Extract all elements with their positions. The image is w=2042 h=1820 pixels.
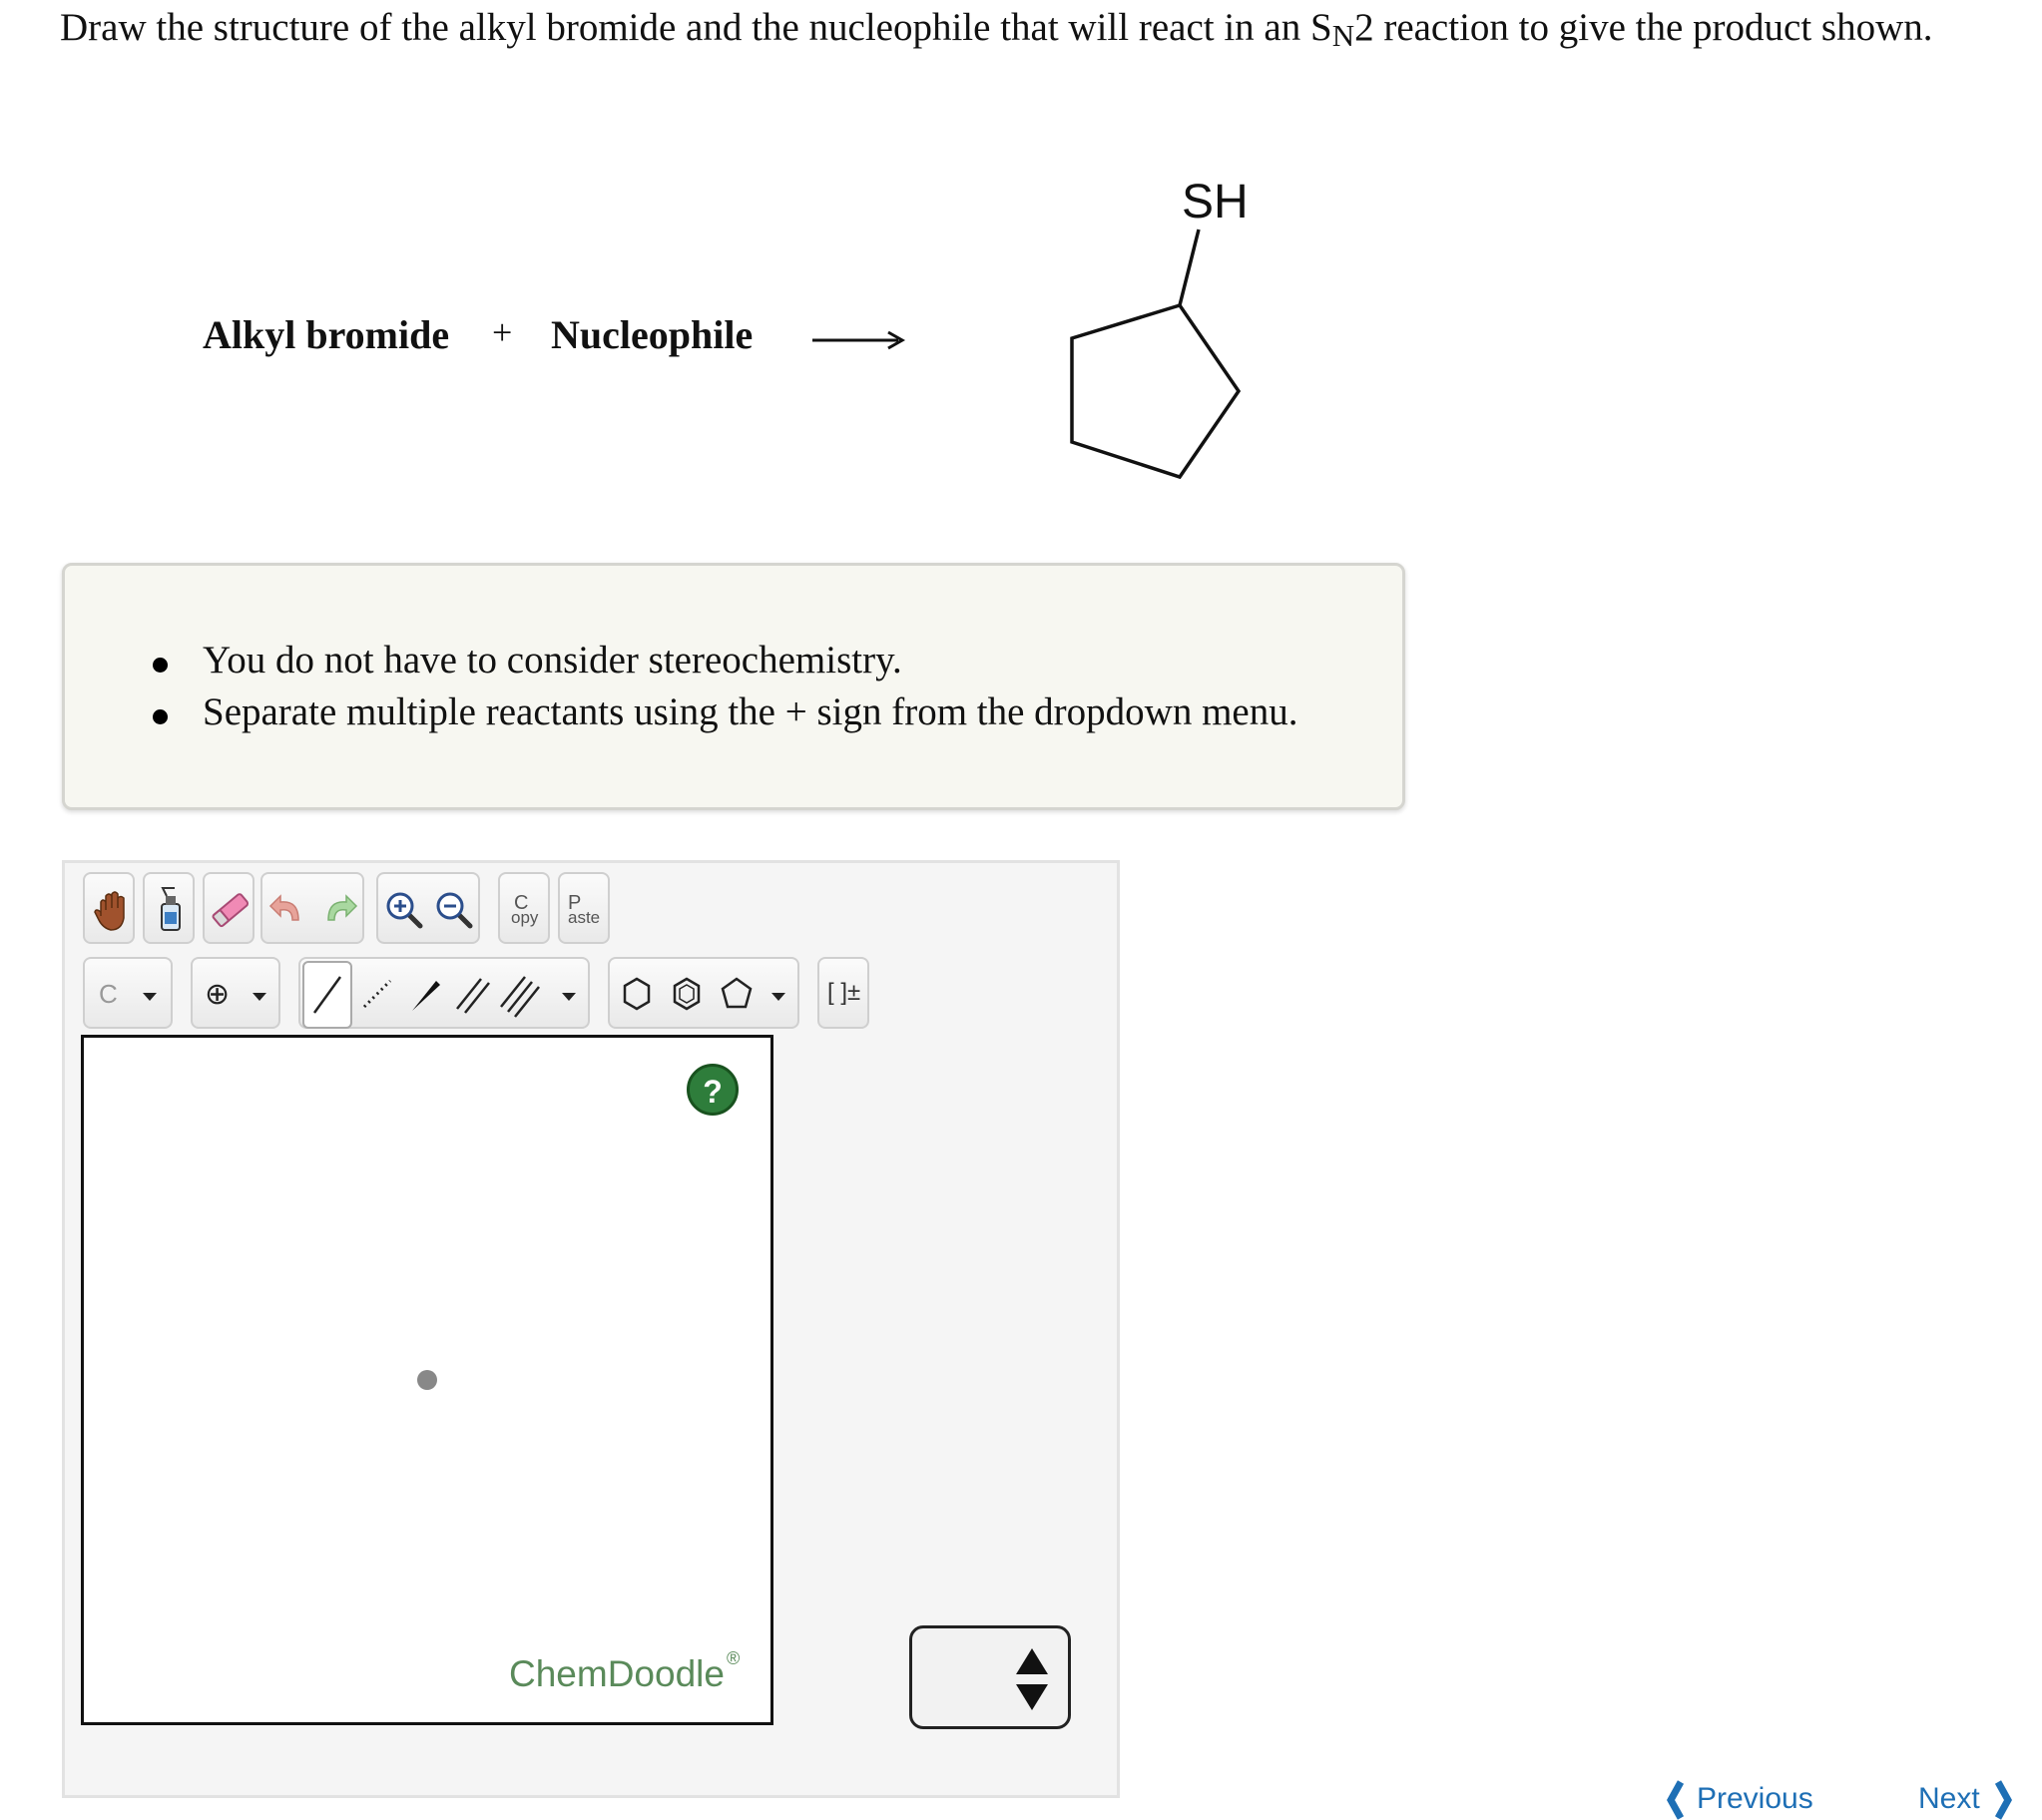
copy-button[interactable] xyxy=(498,872,550,944)
bracket-charge-button[interactable] xyxy=(817,957,869,1029)
double-bond-icon[interactable] xyxy=(448,959,498,1031)
next-label: Next xyxy=(1918,1782,1980,1815)
undo-icon[interactable] xyxy=(262,874,314,946)
hand-tool-button[interactable] xyxy=(83,872,135,944)
redo-icon[interactable] xyxy=(312,874,364,946)
copy-label-bottom: opy xyxy=(511,908,539,927)
zoom-out-icon[interactable] xyxy=(428,874,480,946)
instruction-item: Separate multiple reactants using the + sign from the dropdown menu. xyxy=(203,690,1298,733)
eraser-icon xyxy=(205,874,256,946)
eraser-button[interactable] xyxy=(203,872,255,944)
bracket-label: [ ]± xyxy=(827,979,861,1006)
cyclopentane-icon[interactable] xyxy=(712,959,762,1031)
chevron-right-icon xyxy=(1990,1780,2016,1820)
hand-icon xyxy=(85,874,137,946)
paste-button[interactable] xyxy=(558,872,610,944)
single-bond-button[interactable] xyxy=(302,961,352,1029)
previous-label: Previous xyxy=(1697,1782,1813,1815)
cyclopentane-ring-icon xyxy=(1048,160,1287,499)
wedge-bond-icon[interactable] xyxy=(400,959,450,1031)
bond-tool-group xyxy=(298,957,590,1029)
reactant-alkyl-bromide-label: Alkyl bromide xyxy=(203,312,450,357)
ring-tool-group xyxy=(608,957,799,1029)
clear-button[interactable] xyxy=(143,872,195,944)
dashed-bond-icon[interactable] xyxy=(352,959,402,1031)
up-down-arrows-icon xyxy=(912,1628,1074,1732)
previous-link[interactable] xyxy=(1663,1782,1813,1816)
question-text: Draw the structure of the alkyl bromide and the nucleophile that will react in an $S_N2$ reaction to give the product shown. xyxy=(60,6,1933,53)
zoom-in-icon[interactable] xyxy=(378,874,430,946)
plus-sign: + xyxy=(492,312,513,352)
next-link[interactable] xyxy=(1918,1782,1980,1816)
benzene-icon[interactable] xyxy=(662,959,712,1031)
charge-selector[interactable] xyxy=(191,957,280,1029)
undo-redo-group xyxy=(260,872,364,944)
instructions-box xyxy=(62,563,1405,810)
spray-bottle-icon xyxy=(145,874,197,946)
reaction-arrow-icon xyxy=(810,327,910,353)
product-structure xyxy=(1048,160,1287,504)
chemdoodle-editor xyxy=(62,860,1120,1798)
help-button[interactable]: ? xyxy=(687,1064,739,1116)
triple-bond-icon[interactable] xyxy=(496,959,546,1031)
chemdoodle-logo: ChemDoodle ® xyxy=(509,1648,741,1694)
single-bond-icon xyxy=(304,963,350,1027)
paste-label-bottom: aste xyxy=(568,908,601,927)
product-sh-label: SH xyxy=(1182,176,1249,228)
element-selector[interactable] xyxy=(83,957,173,1029)
chevron-down-icon[interactable] xyxy=(550,959,590,1031)
canvas-cursor-dot xyxy=(417,1370,437,1390)
reaction-sign-stepper[interactable] xyxy=(909,1625,1071,1729)
element-label: C xyxy=(99,979,118,1009)
instruction-item: You do not have to consider stereochemistry. xyxy=(203,639,902,682)
chevron-down-icon[interactable] xyxy=(762,959,801,1031)
copy-label-top: C xyxy=(514,892,529,914)
chevron-down-icon xyxy=(193,959,282,1031)
cyclohexane-icon[interactable] xyxy=(612,959,662,1031)
zoom-group xyxy=(376,872,480,944)
drawing-canvas[interactable] xyxy=(81,1035,773,1725)
charge-plus-icon: ⊕ xyxy=(205,978,231,1011)
paste-label-top: P xyxy=(568,892,582,914)
reactant-nucleophile-label: Nucleophile xyxy=(551,312,754,357)
chevron-left-icon xyxy=(1663,1780,1689,1820)
chevron-down-icon xyxy=(85,959,175,1031)
